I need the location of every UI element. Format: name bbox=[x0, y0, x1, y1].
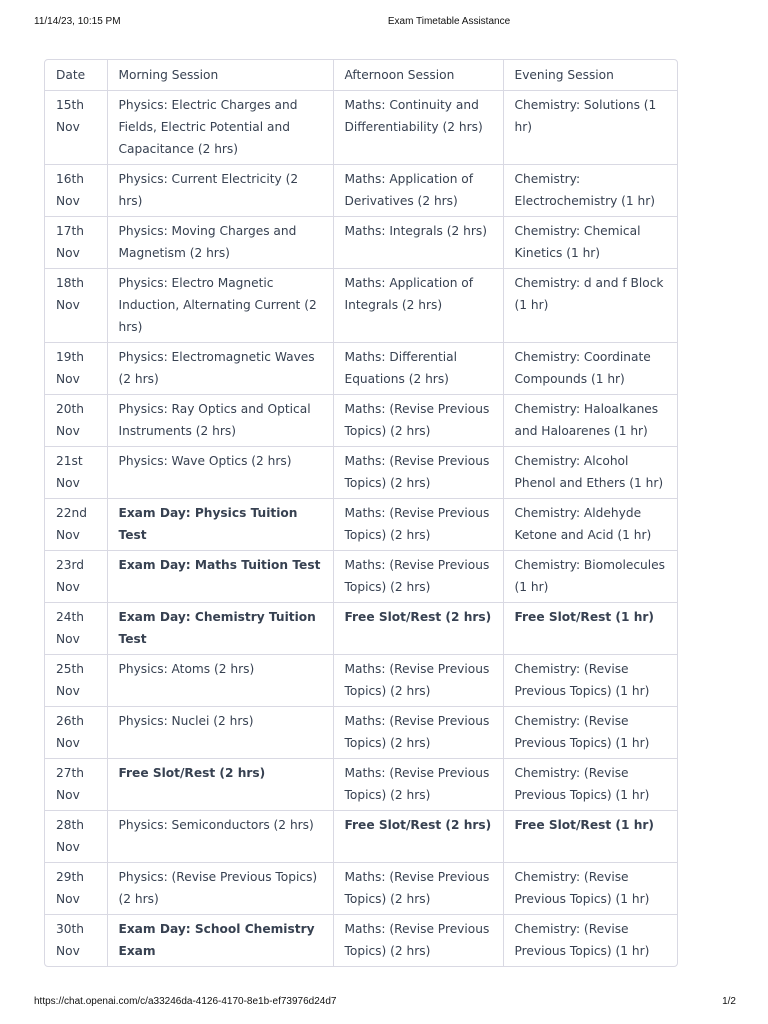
cell-evening: Chemistry: (Revise Previous Topics) (1 hr) bbox=[503, 863, 677, 915]
cell-morning: Physics: Electromagnetic Waves (2 hrs) bbox=[107, 343, 333, 395]
cell-afternoon: Maths: (Revise Previous Topics) (2 hrs) bbox=[333, 551, 503, 603]
cell-morning: Exam Day: School Chemistry Exam bbox=[107, 915, 333, 967]
cell-evening: Chemistry: Haloalkanes and Haloarenes (1 hr) bbox=[503, 395, 677, 447]
cell-evening: Chemistry: Alcohol Phenol and Ethers (1 hr) bbox=[503, 447, 677, 499]
cell-evening: Chemistry: (Revise Previous Topics) (1 hr) bbox=[503, 655, 677, 707]
table-row bbox=[45, 165, 677, 217]
table-row bbox=[45, 499, 677, 551]
table-header-row bbox=[45, 60, 677, 91]
cell-date: 24th Nov bbox=[45, 603, 107, 655]
cell-morning: Physics: Electric Charges and Fields, Electric Potential and Capacitance (2 hrs) bbox=[107, 91, 333, 165]
cell-evening: Chemistry: Biomolecules (1 hr) bbox=[503, 551, 677, 603]
table-row bbox=[45, 915, 677, 967]
cell-date: 27th Nov bbox=[45, 759, 107, 811]
page-url: https://chat.openai.com/c/a33246da-4126-4170-8e1b-ef73976d24d7 bbox=[34, 996, 337, 1007]
table-row bbox=[45, 811, 677, 863]
header-afternoon: Afternoon Session bbox=[333, 60, 503, 91]
cell-evening: Chemistry: (Revise Previous Topics) (1 hr) bbox=[514, 922, 650, 958]
table-row bbox=[45, 863, 677, 915]
table-row bbox=[45, 447, 677, 499]
cell-date: 15th Nov bbox=[45, 91, 107, 165]
print-footer bbox=[0, 994, 768, 1010]
cell-afternoon: Maths: (Revise Previous Topics) (2 hrs) bbox=[333, 915, 503, 967]
table-row bbox=[45, 269, 677, 343]
cell-afternoon: Free Slot/Rest (2 hrs) bbox=[333, 811, 503, 863]
cell-morning: Physics: Semiconductors (2 hrs) bbox=[107, 811, 333, 863]
cell-afternoon: Maths: (Revise Previous Topics) (2 hrs) bbox=[333, 447, 503, 499]
cell-evening: Free Slot/Rest (1 hr) bbox=[503, 603, 677, 655]
cell-morning: Physics: Atoms (2 hrs) bbox=[107, 655, 333, 707]
timetable-container bbox=[44, 59, 678, 967]
cell-date: 29th Nov bbox=[45, 863, 107, 915]
print-datetime: 11/14/23, 10:15 PM bbox=[34, 16, 121, 27]
cell-evening: Chemistry: Electrochemistry (1 hr) bbox=[503, 165, 677, 217]
cell-morning: Physics: Nuclei (2 hrs) bbox=[107, 707, 333, 759]
cell-date: 23rd Nov bbox=[45, 551, 107, 603]
table-row bbox=[45, 343, 677, 395]
cell-date: 17th Nov bbox=[45, 217, 107, 269]
cell-morning: Physics: (Revise Previous Topics) (2 hrs) bbox=[107, 863, 333, 915]
timetable-body bbox=[45, 91, 677, 967]
cell-morning: Exam Day: Maths Tuition Test bbox=[107, 551, 333, 603]
cell-date: 28th Nov bbox=[45, 811, 107, 863]
cell-afternoon: Maths: (Revise Previous Topics) (2 hrs) bbox=[333, 863, 503, 915]
table-row bbox=[45, 707, 677, 759]
cell-morning: Physics: Current Electricity (2 hrs) bbox=[107, 165, 333, 217]
table-row bbox=[45, 91, 677, 165]
cell-date: 16th Nov bbox=[45, 165, 107, 217]
cell-date: 22nd Nov bbox=[45, 499, 107, 551]
table-row bbox=[45, 217, 677, 269]
table-row bbox=[45, 759, 677, 811]
cell-morning: Physics: Ray Optics and Optical Instruments (2 hrs) bbox=[107, 395, 333, 447]
cell-morning: Free Slot/Rest (2 hrs) bbox=[107, 759, 333, 811]
cell-morning: Exam Day: Chemistry Tuition Test bbox=[107, 603, 333, 655]
cell-afternoon: Maths: Continuity and Differentiability (2 hrs) bbox=[333, 91, 503, 165]
cell-date: 30th Nov bbox=[45, 915, 107, 967]
cell-date: 18th Nov bbox=[45, 269, 107, 343]
table-row bbox=[45, 655, 677, 707]
cell-evening: Chemistry: Chemical Kinetics (1 hr) bbox=[503, 217, 677, 269]
page-title: Exam Timetable Assistance bbox=[387, 16, 511, 27]
cell-afternoon: Maths: (Revise Previous Topics) (2 hrs) bbox=[333, 499, 503, 551]
cell-evening: Chemistry: Solutions (1 hr) bbox=[503, 91, 677, 165]
print-header bbox=[0, 14, 768, 30]
cell-morning: Exam Day: Physics Tuition Test bbox=[107, 499, 333, 551]
cell-afternoon: Maths: Differential Equations (2 hrs) bbox=[333, 343, 503, 395]
cell-date: 19th Nov bbox=[45, 343, 107, 395]
cell-afternoon: Maths: (Revise Previous Topics) (2 hrs) bbox=[333, 759, 503, 811]
cell-afternoon: Maths: Application of Integrals (2 hrs) bbox=[333, 269, 503, 343]
header-morning: Morning Session bbox=[107, 60, 333, 91]
cell-afternoon: Maths: (Revise Previous Topics) (2 hrs) bbox=[333, 395, 503, 447]
cell-morning: Physics: Electro Magnetic Induction, Alternating Current (2 hrs) bbox=[107, 269, 333, 343]
cell-evening: Chemistry: Coordinate Compounds (1 hr) bbox=[503, 343, 677, 395]
cell-afternoon: Free Slot/Rest (2 hrs) bbox=[333, 603, 503, 655]
table-row bbox=[45, 551, 677, 603]
cell-evening: Chemistry: (Revise Previous Topics) (1 hr) bbox=[503, 707, 677, 759]
cell-morning: Physics: Wave Optics (2 hrs) bbox=[107, 447, 333, 499]
cell-evening: Chemistry: Aldehyde Ketone and Acid (1 hr) bbox=[503, 499, 677, 551]
header-evening: Evening Session bbox=[503, 60, 677, 91]
cell-date: 26th Nov bbox=[45, 707, 107, 759]
cell-date: 25th Nov bbox=[45, 655, 107, 707]
cell-afternoon: Maths: Integrals (2 hrs) bbox=[333, 217, 503, 269]
cell-date: 21st Nov bbox=[45, 447, 107, 499]
page-number: 1/2 bbox=[722, 996, 736, 1007]
cell-evening: Free Slot/Rest (1 hr) bbox=[503, 811, 677, 863]
cell-date: 20th Nov bbox=[45, 395, 107, 447]
table-row bbox=[45, 603, 677, 655]
cell-morning: Physics: Moving Charges and Magnetism (2 hrs) bbox=[107, 217, 333, 269]
cell-evening: Chemistry: (Revise Previous Topics) (1 hr) bbox=[503, 759, 677, 811]
timetable bbox=[45, 60, 677, 966]
table-row bbox=[45, 395, 677, 447]
cell-afternoon: Maths: (Revise Previous Topics) (2 hrs) bbox=[333, 655, 503, 707]
cell-evening: Chemistry: d and f Block (1 hr) bbox=[503, 269, 677, 343]
cell-afternoon: Maths: (Revise Previous Topics) (2 hrs) bbox=[333, 707, 503, 759]
cell-afternoon: Maths: Application of Derivatives (2 hrs) bbox=[333, 165, 503, 217]
header-date: Date bbox=[45, 60, 107, 91]
